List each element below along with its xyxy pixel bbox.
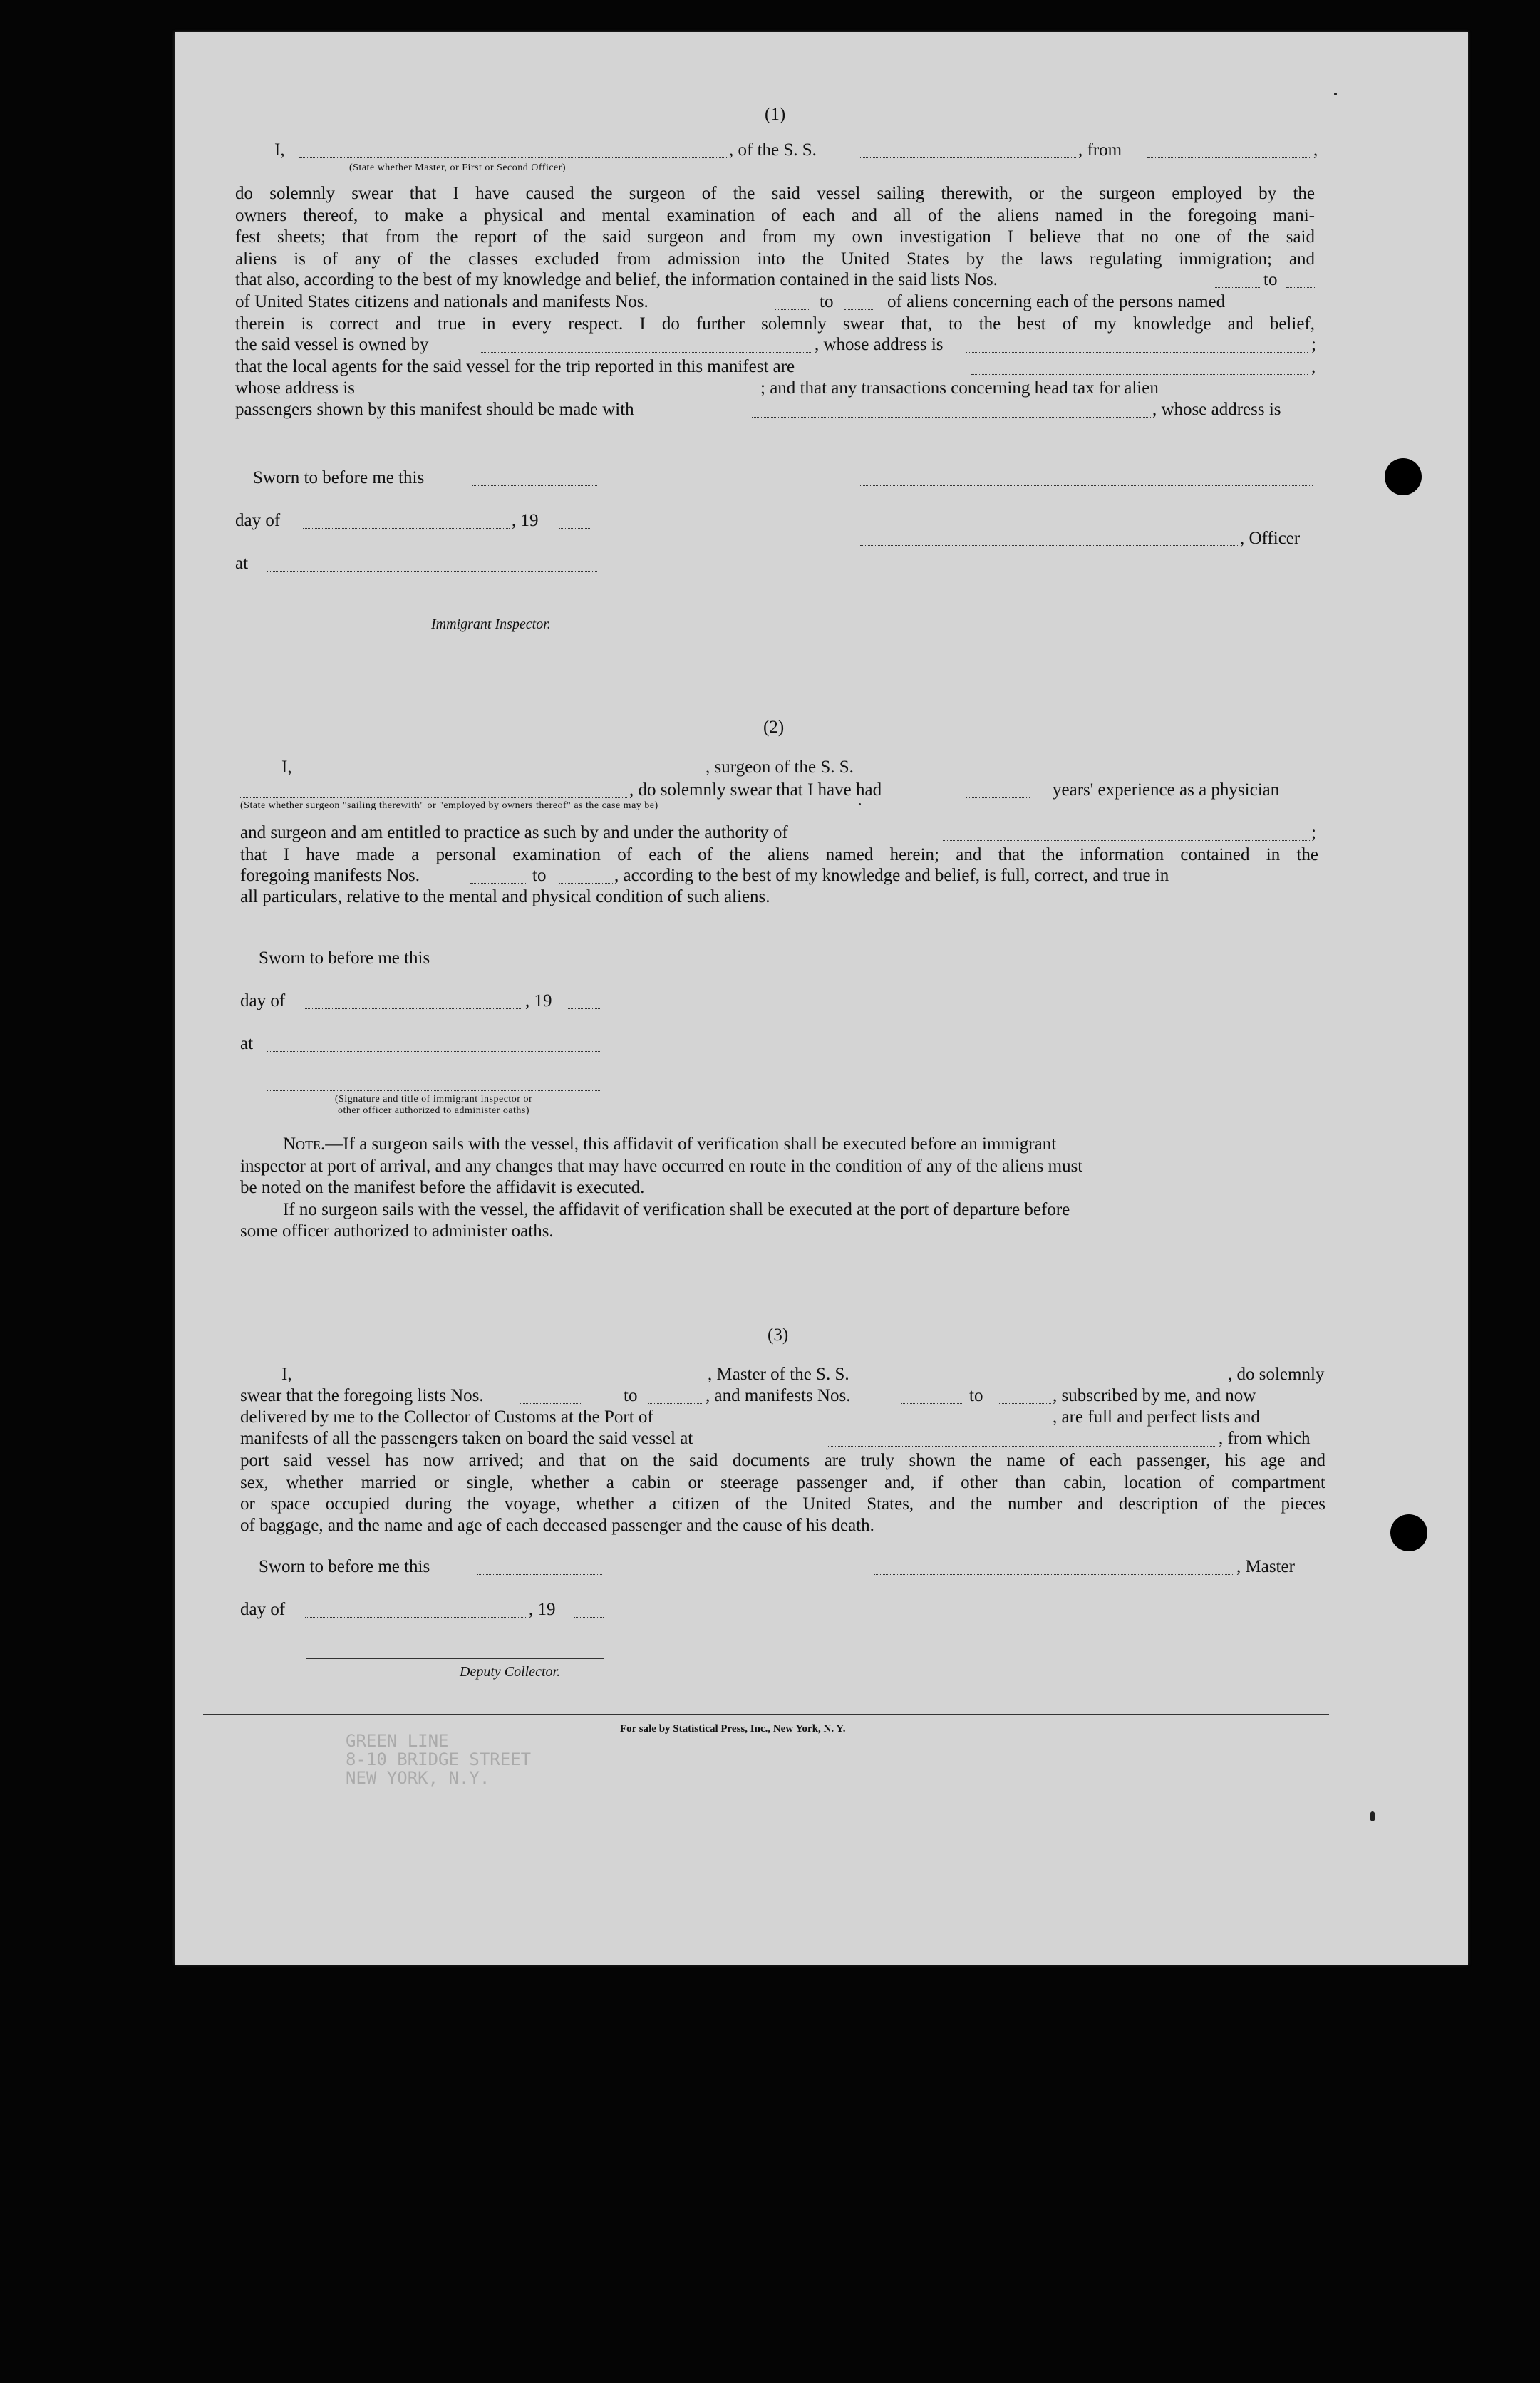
do-solemnly-text: , do solemnly [1228, 1365, 1325, 1384]
oath-row-4: aliens is of any of the classes excluded from admission into the United States by the laws regulating immigration; and [235, 249, 1315, 269]
section-2-row-4-wrap [240, 844, 1318, 867]
collector-text: delivered by me to the Collector of Customs at the Port of [240, 1407, 653, 1427]
stamp-line-3: NEW YORK, N.Y. [346, 1768, 490, 1788]
master-manifests-to-field[interactable] [998, 1403, 1051, 1404]
at-place-field-1[interactable] [267, 571, 597, 572]
vessel-name-field[interactable] [859, 157, 1076, 158]
signature-note-1: (Signature and title of immigrant inspector or [334, 1094, 533, 1105]
surgeon-experience-text: , do solemnly swear that I have had [629, 780, 882, 800]
year-prefix-3: , 19 [529, 1600, 556, 1619]
to-label: to [820, 292, 834, 311]
line-end-comma: , [1313, 140, 1318, 160]
to-label: to [532, 866, 547, 885]
section-3-manifests-label: , and manifests Nos. [706, 1386, 851, 1405]
at-place-field-2[interactable] [267, 1051, 600, 1052]
sworn-day-field-3[interactable] [477, 1574, 602, 1575]
surgeon-manifests-to-field[interactable] [559, 883, 613, 884]
year-field-1[interactable] [559, 528, 591, 529]
officer-signature-field[interactable] [860, 485, 1313, 486]
boarding-port-field[interactable] [827, 1446, 1215, 1447]
oath-row-7-wrap [235, 314, 1315, 336]
lists-to-field[interactable] [1286, 287, 1315, 288]
ink-speck [859, 803, 861, 805]
master-of-ss-label: , Master of the S. S. [708, 1365, 849, 1384]
local-agents-label: that the local agents for the said vessel for the trip reported in this manifest are [235, 357, 795, 376]
section-3-row-7: or space occupied during the voyage, whether a citizen of the United States, and the number and description of the pieces [240, 1494, 1325, 1514]
section-2-i: I, [281, 758, 292, 777]
head-tax-address-label: , whose address is [1152, 400, 1281, 419]
oath-row-6-end: of aliens concerning each of the persons named [887, 292, 1226, 311]
ink-speck [1334, 93, 1337, 95]
year-prefix-2: , 19 [525, 991, 552, 1010]
at-label-1: at [235, 554, 249, 573]
section-2-number: (2) [763, 718, 785, 737]
owner-field[interactable] [481, 352, 812, 353]
year-prefix-1: , 19 [512, 511, 539, 530]
year-field-3[interactable] [574, 1617, 604, 1618]
section-3-number: (3) [768, 1325, 789, 1345]
month-field-2[interactable] [305, 1008, 522, 1009]
signature-note-2: other officer authorized to administer oaths) [337, 1105, 530, 1116]
sworn-label-2: Sworn to before me this [259, 948, 430, 968]
footer-rule [203, 1714, 1329, 1715]
surgeon-status-note: (State whether surgeon "sailing therewith" or "employed by owners thereof" as the case may be) [240, 800, 658, 811]
manifests-from-field[interactable] [775, 309, 810, 310]
semicolon: ; [1311, 335, 1316, 354]
head-tax-label: passengers shown by this manifest should be made with [235, 400, 634, 419]
from-which-text: , from which [1219, 1429, 1311, 1448]
note-row-3: be noted on the manifest before the affidavit is executed. [240, 1178, 645, 1197]
faint-ink-stamp [346, 1732, 531, 1787]
lists-from-field[interactable] [1215, 287, 1261, 288]
oath-row-7: therein is correct and true in every respect. I do further solemnly swear that, to the best of my knowledge and belief, [235, 314, 1315, 334]
deputy-collector-label: Deputy Collector. [460, 1664, 561, 1680]
deputy-signature-line[interactable] [306, 1658, 604, 1659]
comma: , [1311, 357, 1316, 376]
oath-row-1: do solemnly swear that I have caused the surgeon of the said vessel sailing therewith, or the surgeon employed by the [235, 184, 1315, 203]
surgeon-of-ss-label: , surgeon of the S. S. [706, 758, 854, 777]
head-tax-text: ; and that any transactions concerning head tax for alien [760, 378, 1159, 398]
master-signature-field[interactable] [874, 1574, 1234, 1575]
note-row-2: inspector at port of arrival, and any changes that may have occurred en route in the condition of any of the aliens must [240, 1156, 1083, 1176]
master-lists-to-field[interactable] [648, 1403, 702, 1404]
oath-row-3: fest sheets; that from the report of the said surgeon and from my own investigation I believe that no one of the said [235, 227, 1315, 247]
at-label-2: at [240, 1034, 254, 1053]
owner-address-label: , whose address is [815, 335, 944, 354]
authority-text: and surgeon and am entitled to practice as such by and under the authority of [240, 823, 788, 842]
master-manifests-from-field[interactable] [901, 1403, 962, 1404]
binder-hole-top [1385, 458, 1422, 495]
section-3-i: I, [281, 1365, 292, 1384]
to-label: to [969, 1386, 983, 1405]
from-port-field[interactable] [1147, 157, 1311, 158]
section-2-manifests-label: foregoing manifests Nos. [240, 866, 420, 885]
officer-name-field[interactable] [299, 157, 727, 158]
master-label: , Master [1236, 1557, 1295, 1576]
taken-on-board-text: manifests of all the passengers taken on board the said vessel at [240, 1429, 693, 1448]
oath-row-6: of United States citizens and nationals and manifests Nos. [235, 292, 648, 311]
subscribed-text: , subscribed by me, and now [1053, 1386, 1256, 1405]
agents-address-label: whose address is [235, 378, 356, 398]
local-agents-field[interactable] [971, 374, 1308, 375]
section-3-oath-text [240, 1450, 1325, 1516]
officer-label: , Officer [1240, 529, 1301, 548]
owner-address-field[interactable] [966, 352, 1308, 353]
ink-mark [1370, 1811, 1375, 1821]
years-field[interactable] [966, 797, 1030, 798]
master-lists-from-field[interactable] [520, 1403, 581, 1404]
inspector-label: Immigrant Inspector. [431, 616, 551, 632]
sworn-label-3: Sworn to before me this [259, 1557, 430, 1576]
note2-row-1: If no surgeon sails with the vessel, the affidavit of verification shall be executed at the port of departure before [283, 1199, 1070, 1219]
section-1-i: I, [274, 140, 285, 160]
day-of-label-3: day of [240, 1600, 286, 1619]
surgeon-manifests-from-field[interactable] [470, 883, 527, 884]
physician-text: years' experience as a physician [1053, 780, 1280, 800]
section-2-row-6: all particulars, relative to the mental and physical condition of such aliens. [240, 887, 770, 906]
oath-row-5: that also, according to the best of my knowledge and belief, the information contained in the said lists Nos. [235, 270, 998, 289]
section-1-oath-text [235, 183, 1315, 270]
authority-field[interactable] [943, 840, 1310, 841]
day-of-label-2: day of [240, 991, 286, 1010]
officer-signature-line-2[interactable] [267, 1090, 600, 1091]
from-label: , from [1078, 140, 1122, 160]
month-field-3[interactable] [305, 1617, 526, 1618]
sworn-day-field-1[interactable] [472, 485, 597, 486]
stamp-line-1: GREEN LINE [346, 1731, 449, 1751]
section-2-row-5-end: , according to the best of my knowledge and belief, is full, correct, and true in [614, 866, 1169, 885]
to-label: to [624, 1386, 638, 1405]
section-3-lists-label: swear that the foregoing lists Nos. [240, 1386, 484, 1405]
year-field-2[interactable] [568, 1008, 600, 1009]
head-tax-party-field[interactable] [752, 417, 1151, 418]
surgeon-status-field[interactable] [239, 797, 627, 798]
section-3-row-8: of baggage, and the name and age of each deceased passenger and the cause of his death. [240, 1516, 874, 1535]
sworn-label-1: Sworn to before me this [253, 468, 425, 487]
section-1-number: (1) [765, 105, 786, 124]
section-3-row-5: port said vessel has now arrived; and that on the said documents are truly shown the name of each passenger, his age and [240, 1451, 1325, 1470]
section-3-row-6: sex, whether married or single, whether a cabin or steerage passenger and, if other than cabin, location of compartment [240, 1472, 1325, 1492]
to-label: to [1263, 270, 1278, 289]
form-page [175, 32, 1468, 1965]
manifests-to-field[interactable] [844, 309, 873, 310]
stamp-line-2: 8-10 BRIDGE STREET [346, 1749, 532, 1769]
note-label: Note. [283, 1134, 326, 1154]
full-perfect-text: , are full and perfect lists and [1053, 1407, 1260, 1427]
note2-row-2: some officer authorized to administer oaths. [240, 1221, 554, 1241]
month-field-1[interactable] [303, 528, 510, 529]
surgeon-note [240, 1134, 1323, 1243]
section-2-row-4: that I have made a personal examination of each of the aliens named herein; and that the information contained in the [240, 845, 1318, 864]
officer-name-line[interactable] [860, 545, 1238, 546]
binder-hole-bottom [1390, 1514, 1427, 1551]
note-row-1: —If a surgeon sails with the vessel, this affidavit of verification shall be executed before an immigrant [325, 1134, 1057, 1154]
semicolon: ; [1311, 823, 1316, 842]
printer-credit: For sale by Statistical Press, Inc., New York, N. Y. [620, 1723, 846, 1735]
of-the-ss-label: , of the S. S. [729, 140, 817, 160]
officer-rank-note: (State whether Master, or First or Second Officer) [349, 162, 567, 173]
owned-by-label: the said vessel is owned by [235, 335, 429, 354]
day-of-label-1: day of [235, 511, 281, 530]
oath-row-2: owners thereof, to make a physical and mental examination of each and all of the aliens named in the foregoing mani- [235, 205, 1315, 225]
